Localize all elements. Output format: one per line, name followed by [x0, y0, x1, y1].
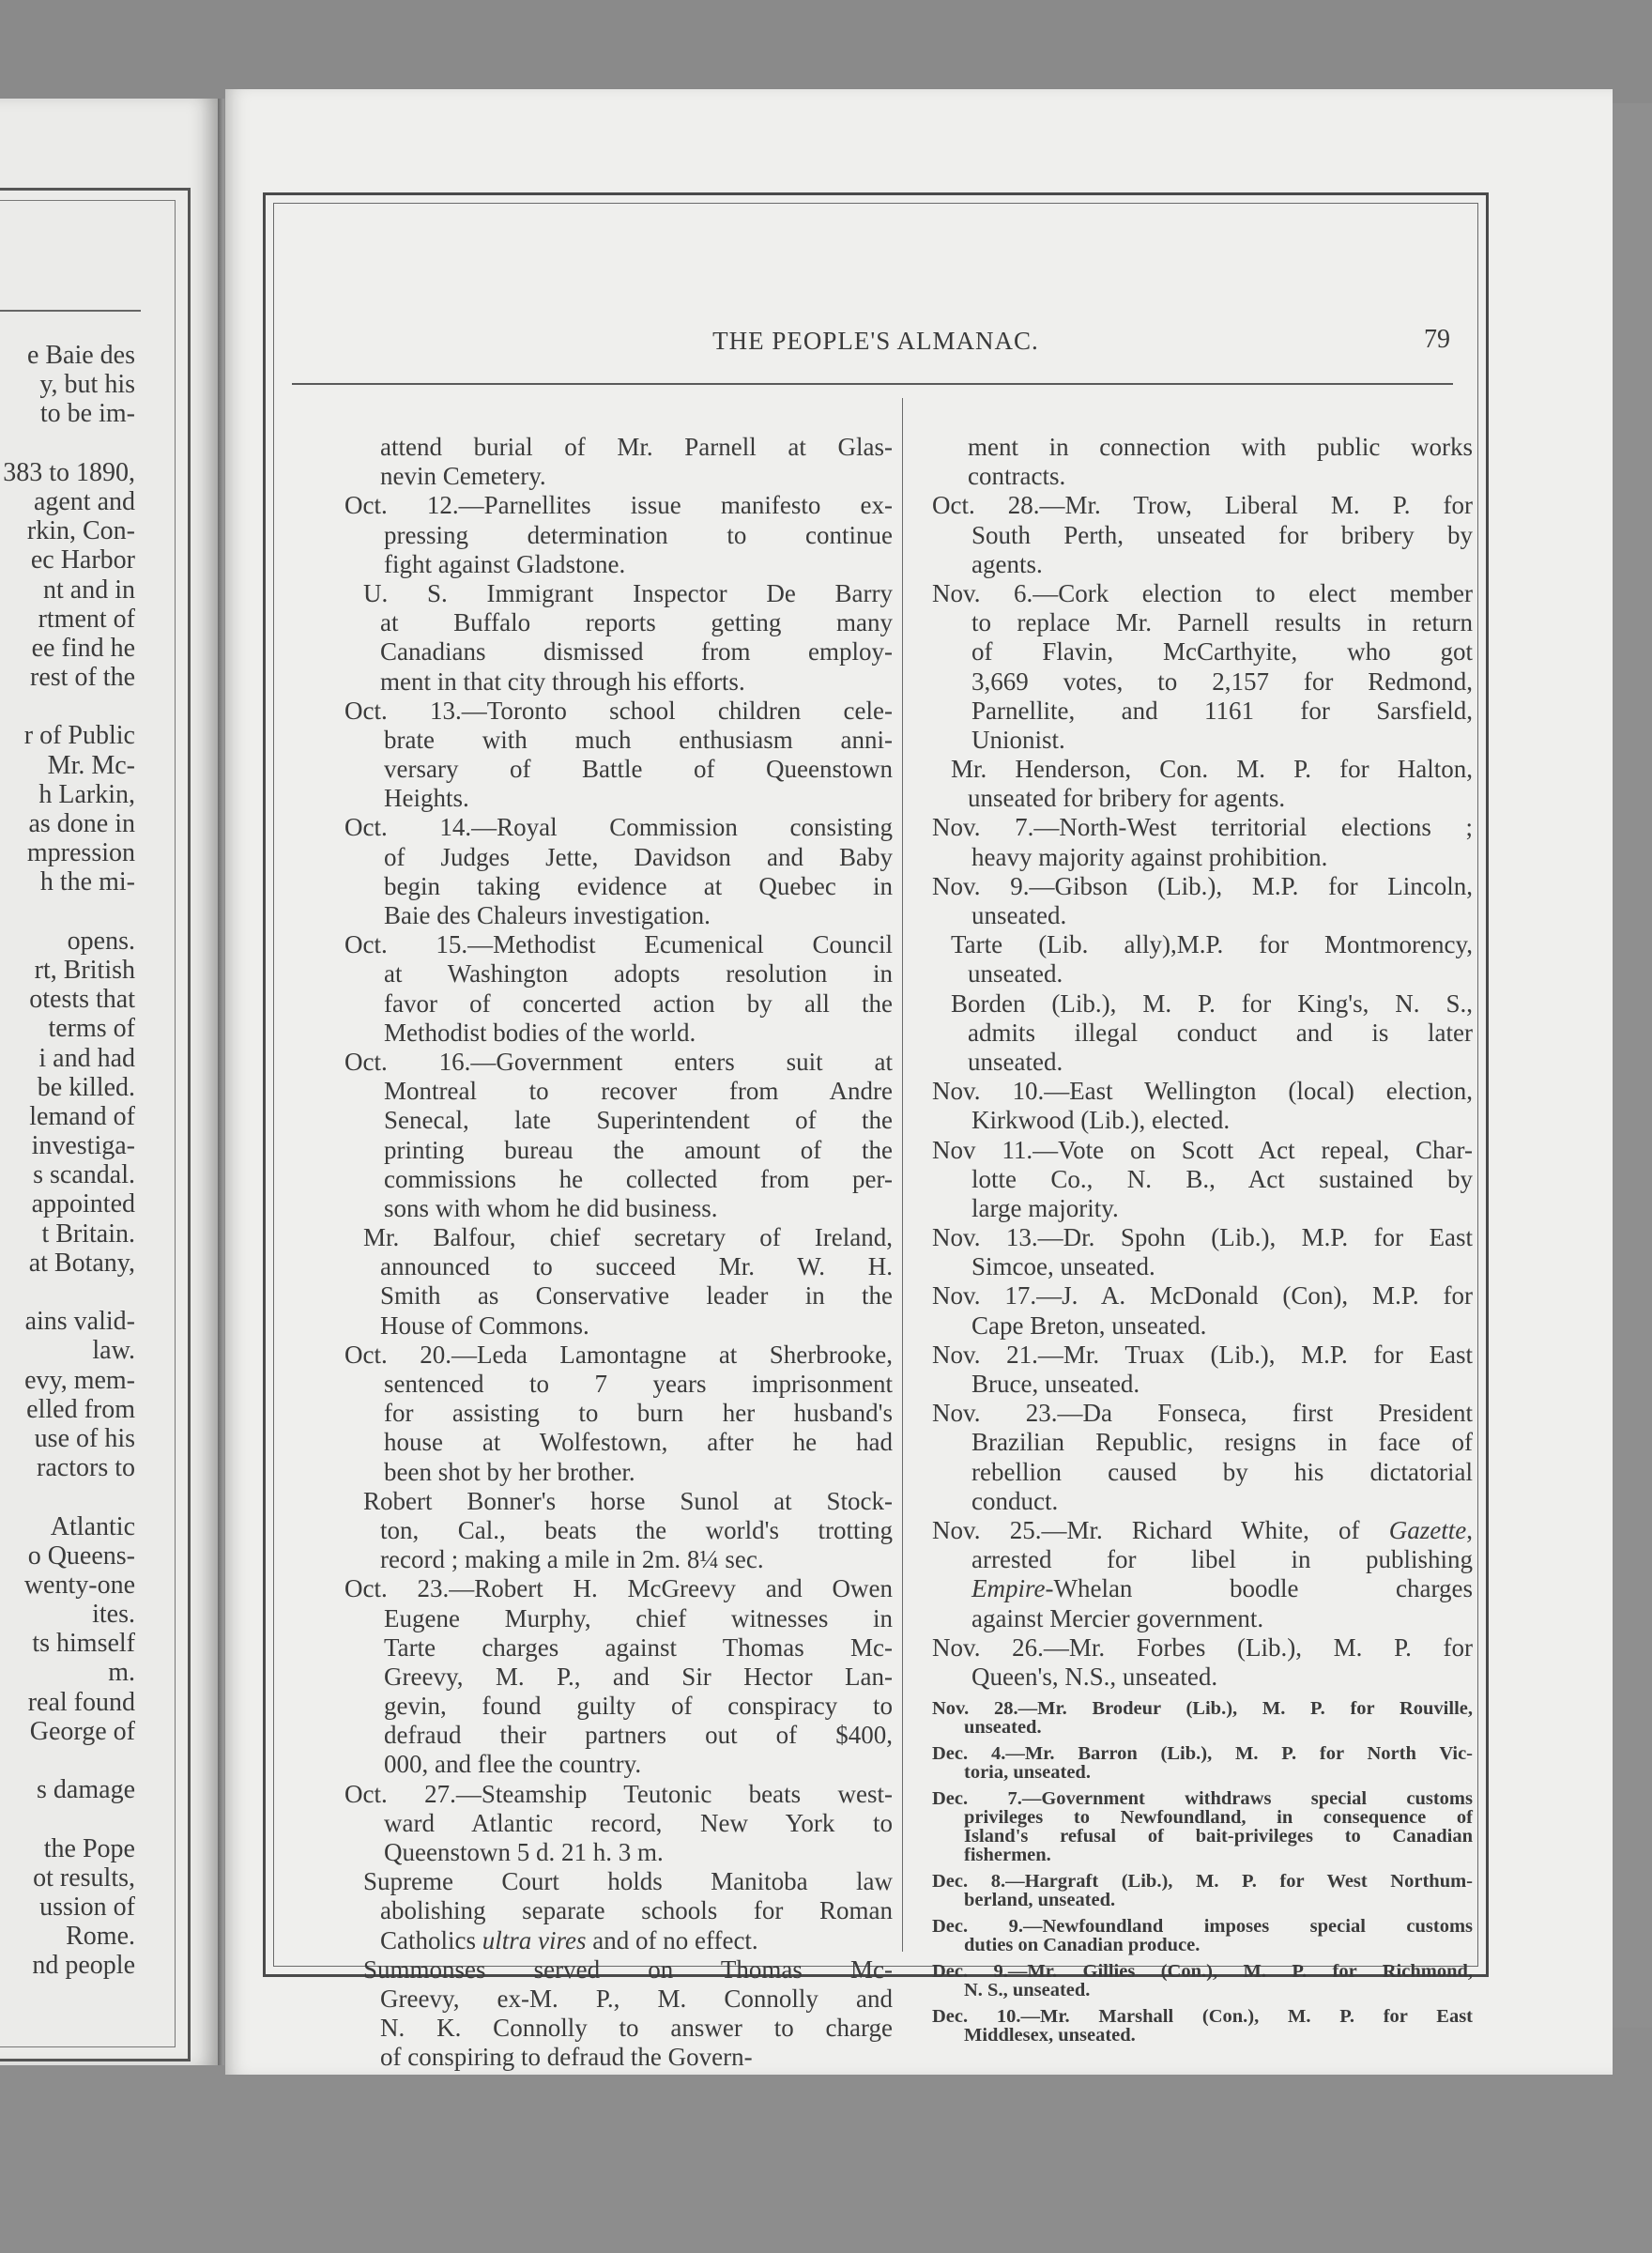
fragment-line: Atlantic: [50, 1511, 135, 1541]
entry-line: house at Wolfestown, after he had: [384, 1428, 893, 1457]
entry-line: unseated.: [968, 1047, 1063, 1076]
entry-line: Smith as Conservative leader in the: [380, 1281, 893, 1310]
fragment-line: t Britain.: [41, 1218, 135, 1249]
entry-line: Nov. 10.—East Wellington (local) election,: [932, 1077, 1473, 1106]
entry-line: fishermen.: [964, 1845, 1051, 1866]
chronicle-entry: [344, 1487, 893, 1575]
entry-line: Mr. Henderson, Con. M. P. for Halton,: [951, 755, 1473, 784]
fragment-line: ot results,: [33, 1862, 135, 1893]
entry-line: N. K. Connolly to answer to charge: [380, 2014, 893, 2043]
fragment-line: [0, 1746, 135, 1775]
fragment-line: h the mi-: [39, 867, 135, 897]
entry-line: defraud their partners out of $400,: [384, 1721, 893, 1750]
entry-line: Senecal, late Superintendent of the: [384, 1106, 893, 1135]
entry-line: Dec. 8.—Hargraft (Lib.), M. P. for West Northum-: [932, 1871, 1473, 1893]
entry-line: lotte Co., N. B., Act sustained by: [971, 1164, 1473, 1193]
running-title: THE PEOPLE'S ALMANAC.: [712, 327, 1039, 355]
entry-line: Greevy, M. P., and Sir Hector Lan-: [384, 1662, 893, 1691]
entry-line: record ; making a mile in 2m. 8¼ sec.: [380, 1545, 764, 1574]
fragment-line: elled from: [26, 1394, 135, 1424]
entry-line: Tarte charges against Thomas Mc-: [384, 1632, 893, 1662]
fragment-line: ee find he: [31, 633, 135, 663]
entry-line: Parnellite, and 1161 for Sarsfield,: [971, 696, 1473, 725]
fragment-line: rest of the: [30, 663, 135, 693]
entry-line: Bruce, unseated.: [971, 1370, 1140, 1398]
fragment-line: rtment of: [38, 604, 135, 634]
fragment-line: terms of: [48, 1014, 135, 1044]
chronicle-entry: [932, 491, 1473, 579]
entry-line: Catholics ultra vires and of no effect.: [380, 1925, 758, 1954]
fragment-line: investiga-: [31, 1131, 135, 1161]
entry-line: Supreme Court holds Manitoba law: [363, 1867, 893, 1896]
chronicle-entry: [344, 1048, 893, 1223]
fragment-line: opens.: [67, 926, 135, 956]
entry-line: commissions he collected from per-: [384, 1164, 893, 1193]
entry-line: ton, Cal., beats the world's trotting: [380, 1515, 893, 1544]
chronicle-entry: [344, 1955, 893, 2073]
chronicle-entry: [932, 2007, 1473, 2045]
right-column: [932, 433, 1473, 2045]
entry-line: Nov. 23.—Da Fonseca, first President: [932, 1399, 1473, 1428]
fragment-line: y, but his: [39, 370, 135, 400]
chronicle-entry: [344, 813, 893, 930]
entry-line: Oct. 27.—Steamship Teutonic beats west-: [344, 1779, 893, 1808]
previous-page-fragment: [0, 99, 218, 2065]
fragment-line: George of: [29, 1716, 135, 1746]
chronicle-entry: [344, 1574, 893, 1779]
chronicle-entry: [932, 1872, 1473, 1909]
entry-line: Oct. 23.—Robert H. McGreevy and Owen: [344, 1574, 893, 1603]
entry-line: against Mercier government.: [971, 1603, 1264, 1632]
entry-line: 000, and flee the country.: [384, 1750, 642, 1779]
entry-line: gevin, found guilty of conspiracy to: [384, 1692, 893, 1721]
chronicle-entry: [932, 1281, 1473, 1340]
entry-line: conduct.: [971, 1486, 1059, 1515]
fragment-line: i and had: [38, 1043, 135, 1073]
fragment-line: [0, 1804, 135, 1833]
chronicle-entry: [344, 1780, 893, 1868]
entry-line: Cape Breton, unseated.: [971, 1310, 1207, 1340]
entry-line: Heights.: [384, 784, 469, 813]
fragment-line: as done in: [28, 809, 135, 838]
entry-line: Oct. 20.—Leda Lamontagne at Sherbrooke,: [344, 1340, 893, 1369]
entry-line: Empire-Whelan boodle charges: [971, 1574, 1473, 1603]
entry-line: contracts.: [968, 462, 1066, 491]
chronicle-entry: [932, 930, 1473, 989]
chronicle-entry: [932, 813, 1473, 871]
entry-line: N. S., unseated.: [964, 1980, 1091, 2001]
entry-line: Nov. 17.—J. A. McDonald (Con), M.P. for: [932, 1281, 1473, 1310]
chronicle-entry: [344, 1867, 893, 1955]
entry-line: Eugene Murphy, chief witnesses in: [384, 1603, 893, 1632]
entry-line: Simcoe, unseated.: [971, 1252, 1155, 1281]
fragment-line: s scandal.: [33, 1160, 135, 1190]
fragment-line: mpression: [26, 838, 135, 868]
page-number: 79: [1424, 325, 1450, 354]
entry-line: large majority.: [971, 1193, 1119, 1222]
entry-line: announced to succeed Mr. W. H.: [380, 1252, 893, 1281]
chronicle-entry: [932, 1789, 1473, 1864]
entry-line: rebellion caused by his dictatorial: [971, 1457, 1473, 1486]
fragment-line: ractors to: [37, 1453, 135, 1483]
entry-line: 3,669 votes, to 2,157 for Redmond,: [971, 667, 1473, 696]
entry-line: unseated.: [964, 1717, 1042, 1739]
chronicle-entry: [932, 1917, 1473, 1954]
fragment-line: [0, 1278, 135, 1307]
entry-line: Nov. 6.—Cork election to elect member: [932, 578, 1473, 607]
scan-background-top: [0, 0, 1652, 103]
fragment-line: [0, 429, 135, 458]
entry-line: fight against Gladstone.: [384, 549, 626, 578]
fragment-line: rkin, Con-: [26, 516, 135, 546]
fragment-line: use of his: [34, 1423, 135, 1453]
fragment-line: [0, 897, 135, 927]
entry-line: for assisting to burn her husband's: [384, 1399, 893, 1428]
fragment-line: s damage: [37, 1775, 135, 1805]
entry-line: Nov. 26.—Mr. Forbes (Lib.), M. P. for: [932, 1632, 1473, 1662]
fragment-line: [0, 1482, 135, 1511]
entry-line: sentenced to 7 years imprisonment: [384, 1370, 893, 1398]
entry-line: attend burial of Mr. Parnell at Glas-: [380, 433, 893, 461]
chronicle-entry: [932, 1516, 1473, 1633]
entry-line: sons with whom he did business.: [384, 1193, 718, 1222]
previous-page-header-rule: [0, 310, 141, 312]
almanac-page: [225, 89, 1613, 2075]
entry-line: ment in connection with public works: [968, 433, 1473, 461]
entry-line: berland, unseated.: [964, 1890, 1116, 1911]
entry-line: Dec. 4.—Mr. Barron (Lib.), M. P. for North Vic-: [932, 1743, 1473, 1765]
chronicle-entry: [932, 1699, 1473, 1737]
entry-line: Nov. 7.—North-West territorial elections ;: [932, 813, 1473, 842]
entry-line: Tarte (Lib. ally),M.P. for Montmorency,: [951, 930, 1473, 959]
fragment-line: otests that: [29, 985, 135, 1015]
entry-line: pressing determination to continue: [384, 520, 893, 549]
entry-line: Middlesex, unseated.: [964, 2025, 1136, 2046]
entry-line: Kirkwood (Lib.), elected.: [971, 1106, 1231, 1135]
entry-line: House of Commons.: [380, 1310, 589, 1340]
entry-line: Island's refusal of bait-privileges to Canadian: [964, 1826, 1473, 1847]
fragment-line: 383 to 1890,: [3, 457, 135, 487]
entry-line: Montreal to recover from Andre: [384, 1077, 893, 1106]
entry-line: admits illegal conduct and is later: [968, 1018, 1473, 1047]
entry-line: begin taking evidence at Quebec in: [384, 871, 893, 900]
entry-line: brate with much enthusiasm anni-: [384, 725, 893, 754]
fragment-line: Rome.: [66, 1922, 135, 1952]
entry-line: Oct. 15.—Methodist Ecumenical Council: [344, 930, 893, 959]
entry-line: Nov. 13.—Dr. Spohn (Lib.), M.P. for East: [932, 1223, 1473, 1252]
previous-page-text: [0, 341, 135, 1981]
entry-line: Oct. 16.—Government enters suit at: [344, 1047, 893, 1076]
chronicle-entry: [932, 1399, 1473, 1516]
entry-line: Nov. 25.—Mr. Richard White, of Gazette,: [932, 1515, 1473, 1544]
fragment-line: nt and in: [43, 575, 135, 605]
fragment-line: appointed: [31, 1189, 135, 1219]
entry-line: Dec. 9.—Newfoundland imposes special customs: [932, 1916, 1473, 1938]
fragment-line: o Queens-: [27, 1540, 135, 1571]
fragment-line: [0, 692, 135, 721]
entry-line: Robert Bonner's horse Sunol at Stock-: [363, 1486, 893, 1515]
fragment-line: evy, mem-: [24, 1365, 135, 1395]
chronicle-entry: [932, 433, 1473, 491]
fragment-line: h Larkin,: [38, 779, 135, 809]
entry-line: Nov. 9.—Gibson (Lib.), M.P. for Lincoln,: [932, 871, 1473, 900]
chronicle-entry: [932, 579, 1473, 755]
chronicle-entry: [932, 1077, 1473, 1135]
entry-line: Oct. 13.—Toronto school children cele-: [344, 696, 893, 725]
entry-line: privileges to Newfoundland, in consequence of: [964, 1807, 1473, 1829]
entry-line: Summonses served on Thomas Mc-: [363, 1954, 893, 1984]
fragment-line: lemand of: [29, 1101, 135, 1131]
entry-line: Greevy, ex-M. P., M. Connolly and: [380, 1984, 893, 2013]
entry-line: nevin Cemetery.: [380, 462, 546, 491]
entry-line: Canadians dismissed from employ-: [380, 637, 893, 667]
chronicle-entry: [932, 1744, 1473, 1782]
fragment-line: ec Harbor: [30, 545, 135, 575]
entry-line: at Washington adopts resolution in: [384, 959, 893, 989]
page-border: [263, 192, 1489, 2072]
entry-line: of conspiring to defraud the Govern-: [380, 2043, 753, 2072]
entry-line: U. S. Immigrant Inspector De Barry: [363, 578, 893, 607]
entry-line: ward Atlantic record, New York to: [384, 1808, 893, 1837]
entry-line: unseated.: [971, 901, 1067, 929]
entry-line: Dec. 9.—Mr. Gillies (Con.), M. P. for Richmond,: [932, 1961, 1473, 1983]
entry-line: South Perth, unseated for bribery by: [971, 520, 1473, 549]
chronicle-entry: [344, 1341, 893, 1487]
entry-line: favor of concerted action by all the: [384, 989, 893, 1018]
entry-line: printing bureau the amount of the: [384, 1135, 893, 1164]
entry-line: at Buffalo reports getting many: [380, 608, 893, 637]
fragment-line: law.: [92, 1336, 135, 1366]
fragment-line: real found: [27, 1687, 135, 1717]
entry-line: Borden (Lib.), M. P. for King's, N. S.,: [951, 989, 1473, 1018]
fragment-line: m.: [108, 1658, 135, 1688]
fragment-line: ains valid-: [24, 1307, 135, 1337]
fragment-line: e Baie des: [26, 341, 135, 370]
chronicle-entry: [932, 1136, 1473, 1224]
entry-line: ment in that city through his efforts.: [380, 667, 745, 696]
entry-line: duties on Canadian produce.: [964, 1935, 1201, 1956]
entry-line: Queen's, N.S., unseated.: [971, 1662, 1218, 1691]
entry-line: Brazilian Republic, resigns in face of: [971, 1428, 1473, 1457]
fragment-line: Mr. Mc-: [47, 750, 135, 780]
entry-line: versary of Battle of Queenstown: [384, 755, 893, 784]
fragment-line: to be im-: [39, 399, 135, 429]
entry-line: Oct. 28.—Mr. Trow, Liberal M. P. for: [932, 491, 1473, 520]
entry-line: Dec. 7.—Government withdraws special customs: [932, 1788, 1473, 1810]
fragment-line: at Botany,: [28, 1248, 135, 1278]
chronicle-entry: [932, 1633, 1473, 1692]
entry-line: toria, unseated.: [964, 1762, 1091, 1784]
entry-line: Baie des Chaleurs investigation.: [384, 901, 711, 929]
fragment-line: rt, British: [34, 955, 135, 985]
chronicle-entry: [932, 1341, 1473, 1399]
fragment-line: ussion of: [39, 1892, 135, 1922]
entry-line: Oct. 12.—Parnellites issue manifesto ex-: [344, 491, 893, 520]
chronicle-entry: [344, 697, 893, 814]
entry-line: Unionist.: [971, 725, 1065, 754]
entry-line: agents.: [971, 549, 1043, 578]
fragment-line: wenty-one: [23, 1570, 135, 1600]
chronicle-entry: [932, 872, 1473, 930]
chronicle-entry: [344, 433, 893, 491]
entry-line: Oct. 14.—Royal Commission consisting: [344, 813, 893, 842]
chronicle-entry: [344, 930, 893, 1048]
left-column: [344, 433, 893, 2073]
fragment-line: the Pope: [43, 1833, 135, 1863]
chronicle-entry: [932, 755, 1473, 813]
entry-line: of Judges Jette, Davidson and Baby: [384, 842, 893, 871]
entry-line: arrested for libel in publishing: [971, 1545, 1473, 1574]
fragment-line: agent and: [33, 486, 135, 516]
header-rule: [292, 383, 1453, 385]
entry-line: Queenstown 5 d. 21 h. 3 m.: [384, 1838, 664, 1866]
fragment-line: ts himself: [32, 1629, 135, 1659]
chronicle-entry: [344, 491, 893, 579]
chronicle-entry: [932, 1223, 1473, 1281]
entry-line: to replace Mr. Parnell results in return: [971, 608, 1473, 637]
entry-line: been shot by her brother.: [384, 1457, 635, 1486]
column-divider: [902, 398, 903, 1952]
entry-line: Nov 11.—Vote on Scott Act repeal, Char-: [932, 1135, 1473, 1164]
fragment-line: nd people: [32, 1951, 135, 1981]
entry-line: unseated.: [968, 959, 1063, 989]
entry-line: Nov. 28.—Mr. Brodeur (Lib.), M. P. for Rouville,: [932, 1698, 1473, 1720]
fragment-line: ites.: [92, 1600, 135, 1630]
entry-line: Methodist bodies of the world.: [384, 1018, 696, 1047]
chronicle-entry: [344, 579, 893, 697]
chronicle-entry: [344, 1223, 893, 1341]
entry-line: heavy majority against prohibition.: [971, 842, 1328, 871]
entry-line: Nov. 21.—Mr. Truax (Lib.), M.P. for East: [932, 1340, 1473, 1369]
fragment-line: be killed.: [37, 1072, 135, 1102]
chronicle-entry: [932, 1962, 1473, 2000]
fragment-line: r of Public: [23, 721, 135, 751]
entry-line: of Flavin, McCarthyite, who got: [971, 637, 1473, 667]
entry-line: abolishing separate schools for Roman: [380, 1896, 893, 1925]
entry-line: Mr. Balfour, chief secretary of Ireland,: [363, 1223, 893, 1252]
entry-line: Dec. 10.—Mr. Marshall (Con.), M. P. for East: [932, 2006, 1473, 2028]
chronicle-entry: [932, 989, 1473, 1078]
entry-line: unseated for bribery for agents.: [968, 784, 1286, 813]
